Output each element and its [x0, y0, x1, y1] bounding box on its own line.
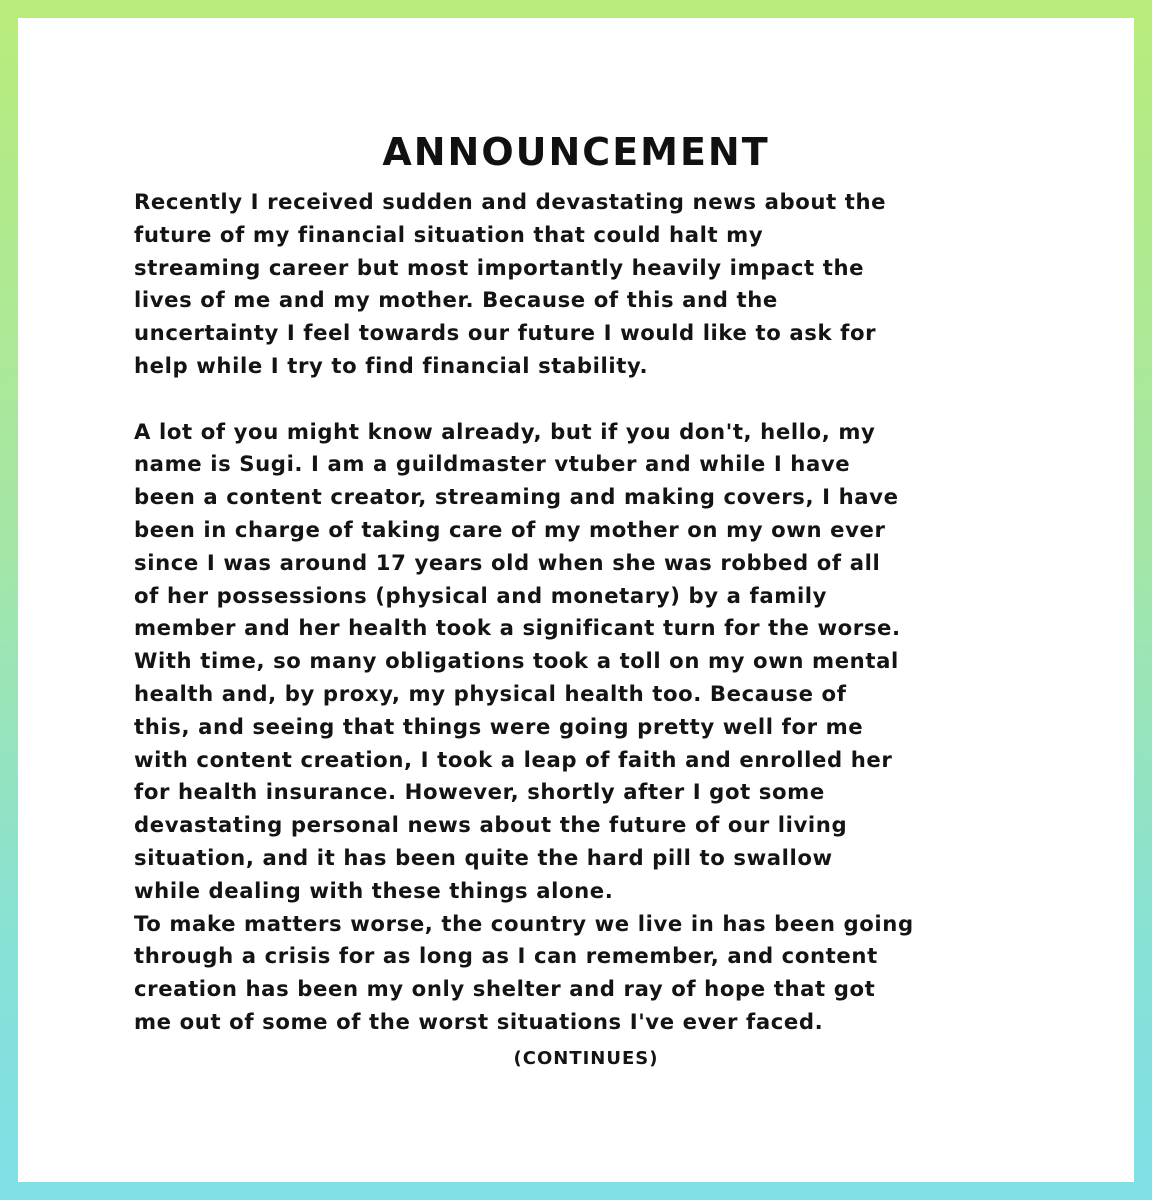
- text-line: With time, so many obligations took a toll on my own mental: [134, 648, 899, 674]
- announcement-card: [18, 18, 1134, 1182]
- text-line: help while I try to find financial stability.: [134, 352, 649, 378]
- text-line: streaming career but most importantly heavily impact the: [134, 254, 865, 280]
- text-line: future of my financial situation that could halt my: [134, 221, 764, 247]
- text-line: Recently I received sudden and devastating news about the: [134, 189, 887, 214]
- text-line: since I was around 17 years old when she was robbed of all: [134, 549, 881, 575]
- text-line: A lot of you might know already, but if you don't, hello, my: [134, 418, 876, 444]
- text-line: To make matters worse, the country we live in has been going: [134, 910, 914, 936]
- text-line: devastating personal news about the future of our living: [134, 812, 848, 838]
- text-line: creation has been my only shelter and ray of hope that got: [134, 976, 876, 1002]
- text-line: while dealing with these things alone.: [134, 877, 614, 903]
- text-line: me out of some of the worst situations I've ever faced.: [134, 1008, 824, 1034]
- text-line: name is Sugi. I am a guildmaster vtuber and while I have: [134, 451, 851, 477]
- announcement-body: [134, 186, 1034, 1039]
- text-line: been in charge of taking care of my mother on my own ever: [134, 516, 886, 542]
- text-line: uncertainty I feel towards our future I would like to ask for: [134, 320, 877, 346]
- continues-label: (CONTINUES): [513, 1048, 659, 1069]
- text-line: health and, by proxy, my physical health too. Because of: [134, 680, 847, 706]
- page-title: ANNOUNCEMENT: [382, 130, 770, 174]
- text-line: been a content creator, streaming and making covers, I have: [134, 484, 899, 510]
- text-line: with content creation, I took a leap of faith and enrolled her: [134, 746, 893, 772]
- text-line: of her possessions (physical and monetary) by a family: [134, 582, 828, 608]
- text-line: for health insurance. However, shortly after I got some: [134, 779, 825, 805]
- paragraph-crisis: [134, 908, 1034, 1039]
- text-line: member and her health took a significant turn for the worse.: [134, 615, 901, 641]
- text-line: lives of me and my mother. Because of this and the: [134, 287, 778, 313]
- paragraph-background: [134, 416, 1034, 908]
- paragraph-intro: [134, 186, 1034, 383]
- paragraph-spacer: [134, 383, 1034, 416]
- text-line: through a crisis for as long as I can remember, and content: [134, 943, 878, 969]
- text-line: this, and seeing that things were going pretty well for me: [134, 713, 864, 739]
- text-line: situation, and it has been quite the hard pill to swallow: [134, 844, 833, 870]
